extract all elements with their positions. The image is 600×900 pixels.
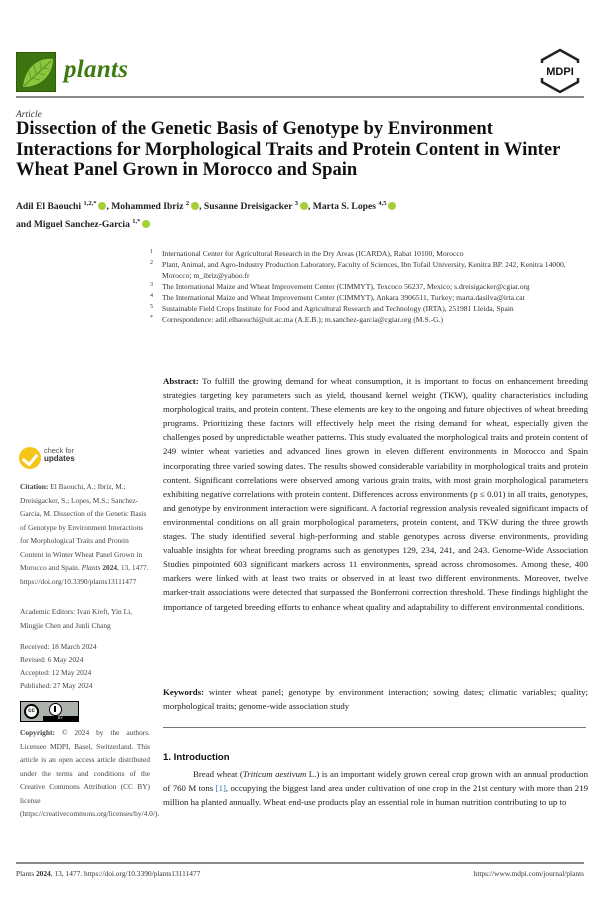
orcid-icon[interactable] (142, 220, 150, 228)
orcid-icon[interactable] (191, 202, 199, 210)
journal-header (16, 52, 584, 96)
journal-url-link[interactable]: https://www.mdpi.com/journal/plants (473, 869, 584, 878)
introduction-body (163, 767, 588, 809)
footer-doi-link[interactable]: , 13, 1477. https://doi.org/10.3390/plants13111477 (50, 869, 201, 878)
author[interactable]: Adil El Baouchi $^{1,2,*}$ (16, 201, 106, 212)
intro-paragraph: Bread wheat (Triticum aestivum L.) is an important widely grown cereal crop grown with an annual production of 760 M tons [1], occupying the biggest land area under cultivation of one crop in the 21st century with more than 219 million ha planted annually. Wheat end-use products play an essential role in human nutrition contributing to up to (163, 769, 589, 808)
mdpi-logo-icon (538, 48, 582, 94)
author[interactable]: Marta S. Lopes $^{4,5}$ (313, 201, 397, 212)
orcid-icon[interactable] (300, 202, 308, 210)
journal-name: plants (64, 56, 129, 83)
affiliation-item: 4 The International Maize and Wheat Improvement Center (CIMMYT), Ankara 3906511, Turkey; marta.dasilva@irta.cat (150, 293, 525, 302)
correspondence: * Correspondence: adil.elbaouchi@uit.ac.ma (A.E.B.); m.sanchez-garcia@cgiar.org (M.S.-G.) (150, 315, 444, 324)
keywords-text: winter wheat panel; genotype by environment interaction; sowing dates; climatic variables; quality; morphological traits; genome-wide association study (163, 687, 588, 712)
footer-citation: Plants 2024, 13, 1477. https://doi.org/10.3390/plants13111477 (16, 869, 201, 878)
author[interactable]: Susanne Dreisigacker $^3$ (204, 201, 308, 212)
author-list: Adil El Baouchi $^{1,2,*}$ , Mohammed Ibriz $^2$ , Susanne Dreisigacker $^3$ , Marta S. Lopes $^{4,5}$ and Miguel Sanchez-Garcia $^{1,*}$ (16, 196, 576, 232)
published-date: Published: 27 May 2024 (20, 681, 93, 690)
svg-text:MDPI: MDPI (546, 66, 574, 78)
person-icon (49, 703, 62, 716)
article-type: Article (16, 110, 42, 120)
author[interactable]: Mohammed Ibriz $^2$ (111, 201, 199, 212)
accepted-date: Accepted: 12 May 2024 (20, 668, 92, 677)
section-divider (163, 727, 586, 728)
reference-link[interactable]: [1] (215, 783, 226, 794)
affiliation-item: 5 Sustainable Field Crops Institute for Food and Agricultural Research and Technology (IRTA), 251981 Lleida, Spain (150, 304, 514, 313)
checkmark-icon (19, 447, 41, 469)
article-title: Dissection of the Genetic Basis of Genotype by Environment Interactions for Morphological Traits and Protein Content in Winter Wheat Panel Grown in Morocco and Spain (16, 118, 561, 180)
affiliations (150, 248, 590, 325)
revised-date: Revised: 6 May 2024 (20, 655, 84, 664)
leaf-logo-icon (16, 52, 56, 92)
affiliation-item: 2 Plant, Animal, and Agro-Industry Production Laboratory, Faculty of Sciences, Ibn Tofail University, Kenitra BP. 242, Kenitra 14000, Morocco; m_ibriz@yahoo.fr (150, 260, 566, 280)
orcid-icon[interactable] (388, 202, 396, 210)
footer-divider (16, 862, 584, 864)
abstract (163, 374, 588, 614)
abstract-label: Abstract: (163, 376, 199, 386)
abstract-text: To fulfill the growing demand for wheat consumption, it is important to focus on enhancement breeding strategies targeting key parameters such as yield, thousand kernel weight (TKW), quality characteristics including morphological traits, and protein content. These elements are key to the ongoing and future objectives of wheat breeding programs. Prioritizing these factors will effectively help meet the rising demand for wheat, especially given the challenges posed by unpredictable weather patterns. This study evaluated the morphological traits and protein content of 249 winter wheat varieties and advanced lines grown in eleven different environments in Morocco and Spain incorporating three varied sowing dates. The results showed considerable variability in morphological traits and protein content. Significant correlations were observed among various grain traits, with most grain morphological parameters exhibiting negative correlations with protein content. Differences across environments (p ≤ 0.01) in all traits, genotypes, and genotype by environment interaction were significant. A factorial regression analysis revealed significant impacts of environmental conditions on all grain morphological parameters, protein content, and TKW during the three growth stages. The study identified several high-performing and stable genotypes across diverse environments, providing valuable insights for wheat breeding programs such as genotypes 129, 234, 241, and 243. Genome-Wide Association Studies pinpointed 603 significant markers across 11 environments, spread across chromosomes. Among these, 400 markers were linked with at least two traits or observed in at least two different environments. Moreover, twelve marker-trait associations were detected that surpassed the Bonferroni correction threshold. These findings highlight the importance of targeted breeding efforts to enhance wheat quality and adaptability to different environmental conditions. (163, 376, 588, 612)
doi-link[interactable]: , 13, 1477. https://doi.org/10.3390/plants13111477 (20, 563, 149, 586)
author[interactable]: and Miguel Sanchez-Garcia $^{1,*}$ (16, 219, 150, 230)
header-divider (16, 96, 584, 98)
citation-block: Citation: El Baouchi, A.; Ibriz, M.; Dreisigacker, S.; Lopes, M.S.; Sanchez-Garcia, M. Dissection of the Genetic Basis of Genotype by Environment Interactions for Morphological Traits and Protein Content in Winter Wheat Panel Grown in Morocco and Spain. Plants 2024, 13, 1477. https://doi.org/10.3390/plants13111477 (20, 482, 149, 586)
keywords-label: Keywords: (163, 687, 205, 697)
affiliation-item: 3 The International Maize and Wheat Improvement Center (CIMMYT), Texcoco 56237, Mexico; s.dreisigacker@cgiar.org (150, 282, 530, 291)
cc-by-license-icon[interactable]: cc BY (20, 701, 79, 722)
publication-dates (20, 640, 150, 692)
received-date: Received: 18 March 2024 (20, 642, 97, 651)
academic-editors: Academic Editors: Ivan Kreft, Yin Li, Mingjie Chen and Junli Chang (20, 607, 132, 630)
check-for-updates-button[interactable]: check for updates (19, 447, 99, 475)
section-heading: 1. Introduction (163, 752, 230, 763)
keywords (163, 685, 588, 713)
affiliation-item: 1 International Center for Agricultural Research in the Dry Areas (ICARDA), Rabat 10100, Morocco (150, 249, 464, 258)
copyright-notice: Copyright: © 2024 by the authors. Licensee MDPI, Basel, Switzerland. This article is an open access article distributed under the terms and conditions of the Creative Commons Attribution (CC BY) license (https://creativecommons.org/licenses/by/4.0/). (20, 728, 160, 818)
